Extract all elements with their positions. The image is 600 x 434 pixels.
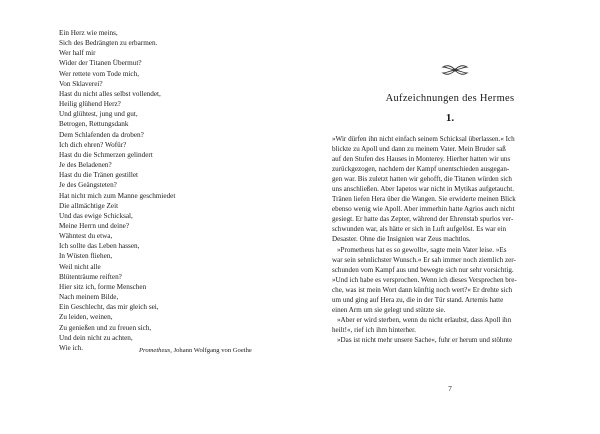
right-page — [300, 0, 600, 434]
poem-line: Je des Geängsteten? — [59, 181, 117, 190]
text-line: heilt!«, rief ich ihm hinterher. — [332, 325, 416, 334]
attribution-title: Prometheus, — [139, 347, 172, 354]
text-line: Desaster. Ohne die Insignien war Zeus machtlos. — [332, 235, 471, 244]
text-line: schwunden war, als hätte er sich in Luft aufgelöst. Es war ein — [332, 225, 507, 234]
poem-line: Hier sitz ich, forme Menschen — [59, 282, 147, 291]
text-line: gen war. Bis zuletzt hatten wir gehofft, die Titanen würden sich — [332, 175, 512, 184]
poem-line: Nach meinem Bilde, — [59, 293, 119, 302]
poem-line: Ich sollte das Leben hassen, — [59, 242, 140, 251]
leaf-ornament-icon — [441, 63, 469, 77]
poem-line: Sich des Bedrängten zu erbarmen. — [59, 39, 158, 48]
text-line: einen Arm um sie gelegt und stützte sie. — [332, 305, 446, 314]
text-line: »Aber er wird sterben, wenn du nicht erlaubst, dass Apoll ihn — [337, 315, 512, 324]
attribution-author: Johann Wolfgang von Goethe — [173, 347, 252, 354]
body-text — [332, 134, 580, 345]
text-line: »Und ich habe es versprochen. Wenn ich dieses Versprechen bre- — [332, 275, 517, 284]
text-line: »Prometheus hat es so gewollt«, sagte mein Vater leise. »Es — [337, 245, 507, 254]
page-number: 7 — [448, 384, 452, 393]
poem-line: Weil nicht alle — [59, 262, 101, 271]
poem-line: Hast du die Schmerzen gelindert — [59, 150, 153, 159]
poem-line: Blütenträume reiften? — [59, 272, 122, 281]
poem-line: Zu leiden, weinen, — [59, 313, 113, 322]
poem-line: Wider der Titanen Übermut? — [59, 59, 142, 68]
poem-line: Wie ich. — [59, 343, 84, 352]
text-line: Tränen liefen Hera über die Wangen. Sie erwiderte meinen Blick — [332, 195, 516, 204]
poem-line: In Wüsten fliehen, — [59, 252, 113, 261]
poem-line: Die allmächtige Zeit — [59, 201, 119, 210]
text-line: blickte zu Apoll und dann zu meinem Vater. Mein Bruder saß — [332, 145, 506, 154]
text-line: che, was ist mein Wort dann künftig noch wert?« Er drehte sich — [332, 285, 513, 294]
poem-line: Hast du die Tränen gestillet — [59, 171, 139, 180]
text-line: war sein sehnlichster Wunsch.« Er sah immer noch ziemlich zer- — [332, 255, 516, 264]
poem-line: Je des Beladenen? — [59, 161, 112, 170]
chapter-number: 1. — [445, 112, 455, 124]
poem-line: Betrogen, Rettungsdank — [59, 120, 129, 129]
chapter-title: Aufzeichnungen des Hermes — [385, 93, 515, 104]
poem-line: Und das ewige Schicksal, — [59, 211, 133, 220]
text-line: auf den Stufen des Hauses in Monterey. Hierher hatten wir uns — [332, 155, 511, 164]
text-line: um und ging auf Hera zu, die in der Tür stand. Artemis hatte — [332, 295, 504, 304]
text-line: schunden vom Kampf aus und bewegte sich nur sehr vorsichtig. — [332, 265, 514, 274]
text-line: uns anschließen. Aber Iapetos war nicht in Mytikas aufgetaucht. — [332, 185, 515, 194]
poem-line: Hat nicht mich zum Manne geschmiedet — [59, 191, 176, 200]
poem-line: Von Sklaverei? — [59, 79, 103, 88]
text-line: »Wir dürfen ihn nicht einfach seinem Schicksal überlassen.« Ich — [332, 135, 515, 143]
poem-line: Heilig glühend Herz? — [59, 100, 121, 109]
poem-line: Ein Herz wie meins, — [59, 29, 118, 37]
poem-line: Wer half mir — [59, 49, 96, 58]
text-line: gesiegt. Er hatte das Zepter, während der Ehrenstab spurlos ver- — [332, 215, 514, 224]
poem-line: Ich dich ehren? Wofür? — [59, 140, 127, 149]
poem-attribution — [139, 347, 252, 354]
text-line: ebenso wenig wie Apoll. Aber immerhin hatte Agrios auch nicht — [332, 205, 515, 214]
poem-line: Wer rettete vom Tode mich, — [59, 69, 140, 78]
poem-line: Dem Schlafenden da droben? — [59, 130, 144, 139]
poem-line: Und glühtest, jung und gut, — [59, 110, 138, 119]
poem-line: Meine Herrn und deine? — [59, 221, 130, 230]
poem-line: Und dein nicht zu achten, — [59, 333, 133, 342]
poem-line: Zu genießen und zu freuen sich, — [59, 323, 152, 332]
poem-epigraph — [59, 28, 289, 353]
poem-line: Hast du nicht alles selbst vollendet, — [59, 89, 161, 98]
text-line: »Das ist nicht mehr unsere Sache«, fuhr er herum und stöhnte — [337, 335, 513, 344]
text-line: zurückgezogen, nachdem der Kampf unentschieden ausgegan- — [332, 165, 510, 174]
poem-line: Ein Geschlecht, das mir gleich sei, — [59, 303, 159, 312]
poem-line: Wähntest du etwa, — [59, 232, 113, 241]
